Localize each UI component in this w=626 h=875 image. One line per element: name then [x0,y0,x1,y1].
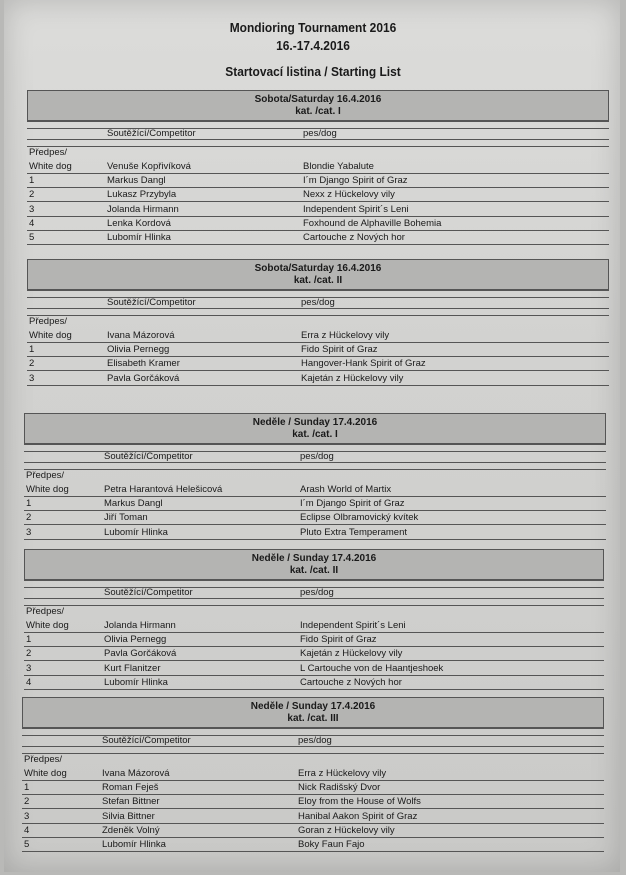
white-dog-label: Předpes/ [26,606,65,617]
row-rule [24,675,604,676]
competitor-name: Pavla Gorčáková [107,372,180,384]
row-rule [22,780,604,781]
section-category: kat. /cat. II [289,565,339,576]
dog-name: Kajetán z Hückelovy vily [300,648,403,660]
start-number: 3 [24,810,30,822]
white-dog-label: White dog [26,620,69,631]
schedule-section [24,549,604,690]
start-number: 1 [26,634,32,646]
competitor-name: Lubomír Hlinka [102,839,166,850]
column-header-competitor: Soutěžící/Competitor [104,587,193,598]
column-header-dog: pes/dog [303,128,337,139]
white-dog-label: Předpes/ [29,316,68,327]
dog-name: Blondie Yabalute [303,161,374,172]
row-rule [22,808,604,809]
start-number: 3 [26,662,32,674]
start-number: 4 [24,824,30,836]
row-rule [27,230,609,231]
competitor-name: Markus Dangl [107,175,166,187]
dog-name: Goran z Hückelovy vily [298,824,395,836]
competitor-name: Olivia Pernegg [107,344,170,356]
dog-name: I´m Django Spirit of Graz [300,498,405,510]
schedule-section [27,90,609,245]
dog-name: Hanibal Aakon Spirit of Graz [298,810,418,822]
white-dog-label: Předpes/ [26,470,65,481]
row-rule [24,539,606,540]
white-dog-label: White dog [29,161,72,172]
competitor-name: Pavla Gorčáková [104,648,177,660]
competitor-name: Ivana Mázorová [107,330,175,341]
row-rule [27,356,609,357]
start-number: 2 [24,796,30,808]
document-dates: 16.-17.4.2016 [276,38,350,53]
section-category: kat. /cat. III [287,713,339,724]
row-rule [27,173,609,174]
start-number: 5 [24,839,30,850]
dog-name: Fido Spirit of Graz [300,634,377,646]
row-rule [24,632,604,633]
competitor-name: Lubomír Hlinka [104,526,168,538]
row-rule [27,216,609,217]
table-rule [27,121,609,122]
competitor-name: Ivana Mázorová [102,768,170,779]
column-header-competitor: Soutěžící/Competitor [107,128,196,139]
row-rule [22,823,604,824]
start-number: 1 [26,498,32,510]
row-rule [24,510,606,511]
table-rule [22,753,604,754]
row-rule [27,370,609,371]
column-header-dog: pes/dog [300,587,334,598]
schedule-section [27,259,609,386]
start-number: 1 [24,782,30,794]
dog-name: Eloy from the House of Wolfs [298,796,421,808]
white-dog-label: White dog [26,484,69,495]
table-rule [24,462,606,463]
competitor-name: Markus Dangl [104,498,163,510]
dog-name: Fido Spirit of Graz [301,344,378,356]
competitor-name: Silvia Bittner [102,810,155,822]
section-day: Neděle / Sunday 17.4.2016 [252,417,378,428]
competitor-name: Lukasz Przybyla [107,189,177,201]
start-number: 3 [29,372,35,384]
dog-name: I´m Django Spirit of Graz [303,175,408,187]
competitor-name: Petra Harantová Helešicová [104,484,223,495]
table-rule [24,469,606,470]
column-header-dog: pes/dog [298,735,332,746]
row-rule [24,689,604,690]
dog-name: L Cartouche von de Haantjeshoek [300,662,444,674]
table-rule [22,746,604,747]
dog-name: Cartouche z Nových hor [303,232,405,243]
row-rule [24,524,606,525]
start-number: 4 [29,217,35,229]
row-rule [24,496,606,497]
start-number: 1 [29,344,35,356]
section-category: kat. /cat. II [293,275,343,286]
section-day: Sobota/Saturday 16.4.2016 [254,94,382,105]
competitor-name: Roman Feješ [102,782,159,794]
table-rule [22,728,604,729]
dog-name: Erra z Hückelovy vily [298,768,387,779]
competitor-name: Zdeněk Volný [102,824,160,836]
start-number: 2 [29,358,35,370]
table-rule [27,308,609,309]
row-rule [27,187,609,188]
section-day: Neděle / Sunday 17.4.2016 [251,553,377,564]
dog-name: Erra z Hückelovy vily [301,330,390,341]
start-number: 2 [26,512,32,524]
start-number: 3 [29,203,35,215]
table-rule [27,290,609,291]
start-number: 1 [29,175,35,187]
competitor-name: Jiří Toman [104,512,148,524]
row-rule [24,660,604,661]
start-number: 3 [26,526,32,538]
document-title: Mondioring Tournament 2016 [229,20,397,35]
dog-name: Cartouche z Nových hor [300,676,402,688]
dog-name: Independent Spirit´s Leni [303,203,409,215]
dog-name: Foxhound de Alphaville Bohemia [303,217,442,229]
section-header [24,413,606,444]
dog-name: Hangover-Hank Spirit of Graz [301,358,426,370]
table-rule [27,139,609,140]
start-number: 2 [26,648,32,660]
dog-name: Eclipse Olbramovický kvítek [300,512,419,524]
section-category: kat. /cat. I [292,429,338,440]
row-rule [27,244,609,245]
column-header-competitor: Soutěžící/Competitor [104,451,193,462]
dog-name: Pluto Extra Temperament [300,526,408,538]
schedule-section [24,413,606,540]
table-rule [27,315,609,316]
schedule-section [22,697,604,852]
competitor-name: Jolanda Hirmann [107,203,179,215]
dog-name: Arash World of Martix [300,484,392,495]
dog-name: Kajetán z Hückelovy vily [301,372,404,384]
starting-list-title: Startovací listina / Starting List [225,64,401,79]
table-rule [24,580,604,581]
row-rule [27,201,609,202]
column-header-competitor: Soutěžící/Competitor [102,735,191,746]
table-rule [24,444,606,445]
row-rule [27,385,609,386]
section-category: kat. /cat. I [295,106,341,117]
column-header-competitor: Soutěžící/Competitor [107,297,196,308]
row-rule [22,837,604,838]
dog-name: Independent Spirit´s Leni [300,620,406,631]
white-dog-label: White dog [24,768,67,779]
competitor-name: Venuše Kopřivíková [107,161,191,172]
section-header [27,259,609,290]
competitor-name: Lubomír Hlinka [107,232,171,243]
row-rule [22,794,604,795]
dog-name: Nick Radišský Dvor [298,782,381,794]
white-dog-label: White dog [29,330,72,341]
white-dog-label: Předpes/ [24,754,63,765]
competitor-name: Kurt Flanitzer [104,662,161,674]
competitor-name: Jolanda Hirmann [104,620,176,631]
start-number: 4 [26,676,32,688]
table-rule [24,605,604,606]
dog-name: Nexx z Hückelovy vily [303,189,395,201]
row-rule [22,851,604,852]
start-number: 2 [29,189,35,201]
table-rule [27,146,609,147]
section-header [24,549,604,580]
row-rule [24,646,604,647]
competitor-name: Olivia Pernegg [104,634,167,646]
dog-name: Boky Faun Fajo [298,839,365,850]
white-dog-label: Předpes/ [29,147,68,158]
column-header-dog: pes/dog [300,451,334,462]
section-header [22,697,604,728]
section-day: Neděle / Sunday 17.4.2016 [250,701,376,712]
section-day: Sobota/Saturday 16.4.2016 [254,263,382,274]
competitor-name: Stefan Bittner [102,796,160,808]
start-number: 5 [29,232,35,243]
row-rule [27,342,609,343]
competitor-name: Elisabeth Kramer [107,358,180,370]
competitor-name: Lubomír Hlinka [104,676,168,688]
table-rule [24,598,604,599]
section-header [27,90,609,121]
column-header-dog: pes/dog [301,297,335,308]
competitor-name: Lenka Kordová [107,217,171,229]
